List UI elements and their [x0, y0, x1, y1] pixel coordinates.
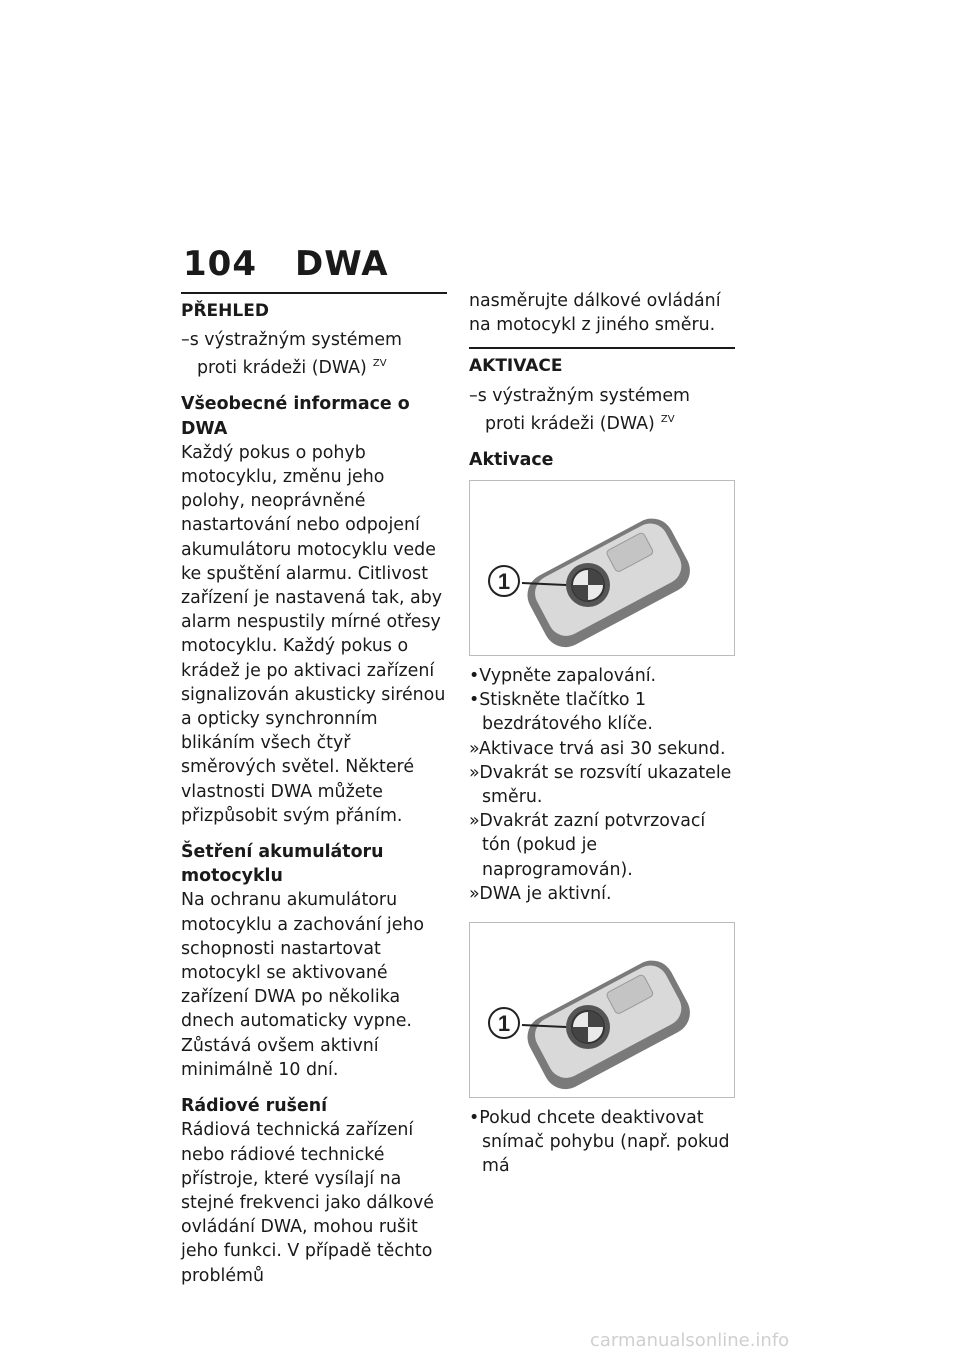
page-header	[183, 244, 389, 284]
left-column	[181, 292, 447, 1288]
radio-text: Rádiová technická zařízení nebo rádiové technické přístroje, které vysílají na stejné frekvenci jako dálkové ovládání DWA, mohou rušit jeho funkci. V případě těchto problémů	[181, 1120, 434, 1286]
result-item: » Aktivace trvá asi 30 sekund.	[469, 737, 735, 761]
step-item: • Pokud chcete deaktivovat snímač pohybu (např. pokud má	[469, 1106, 735, 1179]
figure-callout: 1	[497, 1011, 511, 1037]
aktivace-item: –s výstražným systémem proti krádeži (DWA) $^{ZV}$	[469, 385, 690, 434]
prehled-title: PŘEHLED	[181, 301, 269, 321]
step-item: • Vypněte zapalování.	[469, 664, 735, 688]
key-figure-1	[469, 480, 735, 656]
battery-heading: Šetření akumulátoru motocyklu	[181, 842, 384, 887]
key-fob-illustration	[470, 923, 735, 1098]
watermark: carmanualsonline.info	[590, 1330, 790, 1351]
aktivace-heading: Aktivace	[469, 449, 554, 470]
prehled-section	[181, 292, 447, 323]
result-item: » Dvakrát zazní potvrzovací tón (pokud je naprogramován).	[469, 809, 735, 882]
radio-heading: Rádiové rušení	[181, 1096, 328, 1117]
section-title: DWA	[295, 244, 389, 284]
aktivace-title: AKTIVACE	[469, 356, 563, 377]
right-column	[469, 289, 735, 1179]
key-fob-illustration	[470, 481, 735, 656]
result-item: » DWA je aktivní.	[469, 882, 735, 906]
aktivace-section	[469, 347, 735, 378]
zv-mark: ZV	[372, 358, 387, 370]
continuation-text: nasměrujte dálkové ovládání na motocykl z jiného směru.	[469, 291, 721, 336]
general-text: Každý pokus o pohyb motocyklu, změnu jeho polohy, neoprávněné nastartování nebo odpojení akumulátoru motocyklu vede ke spuštění alarmu. Citlivost zařízení je nastavená tak, aby alarm nespustily mírné otřesy motocyklu. Každý pokus o krádež je po aktivaci zařízení signalizován akusticky sirénou a opticky synchronním blikáním všech čtyř směrových světel. Některé vlastnosti DWA můžete přizpůsobit svým přáním.	[181, 442, 446, 826]
key-figure-2	[469, 922, 735, 1098]
result-item: » Dvakrát se rozsvítí ukazatele směru.	[469, 761, 735, 809]
battery-text: Na ochranu akumulátoru motocyklu a zachování jeho schopnosti nastartovat motocykl se aktivované zařízení DWA po několika dnech automaticky vypne. Zůstává ovšem aktivní minimálně 10 dní.	[181, 890, 425, 1080]
page-number: 104	[183, 244, 257, 284]
step-item: • Stiskněte tlačítko 1 bezdrátového klíče.	[469, 688, 735, 736]
figure-callout: 1	[497, 569, 511, 595]
general-heading: Všeobecné informace o DWA	[181, 394, 410, 439]
prehled-item: –s výstražným systémem proti krádeži (DWA) $^{ZV}$	[181, 330, 402, 379]
zv-mark: ZV	[660, 413, 675, 425]
